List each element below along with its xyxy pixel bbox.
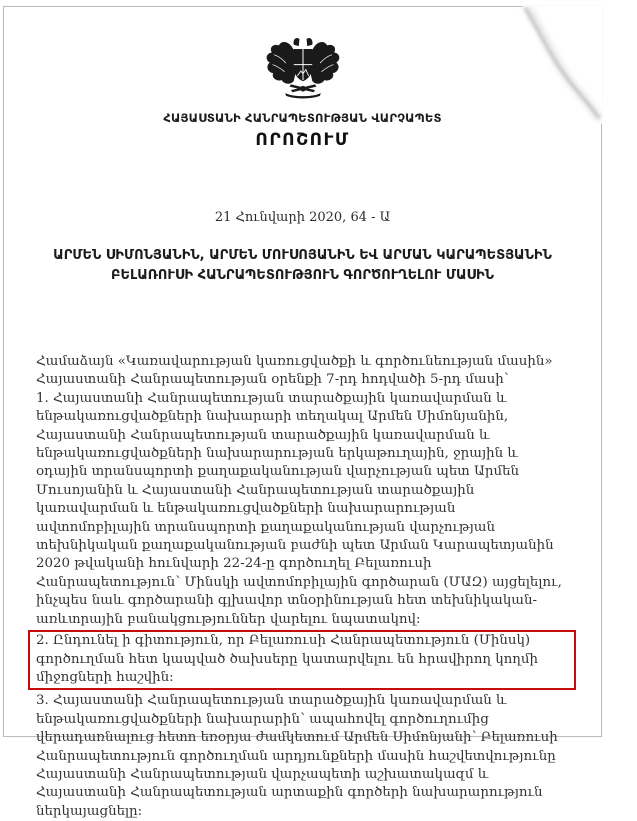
paragraph-legal-basis: Համաձայն «Կառավարության կառուցվածքի և գործունեության մասին» Հայաստանի Հանրապետության օրենքի 7-րդ հոդվածի 5-րդ մասի՝ xyxy=(36,354,553,388)
emblem-container xyxy=(4,28,601,104)
decree-point-3: 3. Հայաստանի Հանրապետության տարածքային կառավարման և ենթակառուցվածքների նախարարին՝ ապահովել գործուղումից վերադառնալուց հետո եռօրյա ժամկետում Արմեն Սիմոնյանի՝ Բելառուսի Հանրապետություն գործուղման արդյունքների մասին հաշվետվությունը Հայաստանի Հանրապետության վարչապետի աշխատակազմ և Հայաստանի Հանրապետության արտաքին գործերի նախարարություն ներկայացնելը: xyxy=(36,693,558,819)
red-highlight-box xyxy=(28,630,576,690)
document-page xyxy=(3,6,602,819)
decree-point-1: 1. Հայաստանի Հանրապետության տարածքային կառավարման և ենթակառուցվածքների նախարարի տեղակալ Արմեն Սիմոնյանին, Հայաստանի Հանրապետության տարածքային կառավարման և ենթակառուցվածքների նախարարության երկաթուղային, ջրային և օդային տրանսպորտի քաղաքականության վարչության պետ Արմեն Մուսոյանին և Հայաստանի Հանրապետության տարածքային կառավարման և ենթակառուցվածքների նախարարության ավտոմոբիլային տրանսպորտի քաղաքականության վարչության տեխնիկական քաղաքականության բաժնի պետ Արման Կարապետյանին 2020 թվականի հունվարի 22-24-ը գործուղել Բելառուսի Հանրապետություն՝ Մինսկի ավտոմոբիլային գործարան (ՄԱԶ) այցելելու, ինչպես նաև գործարանի գլխավոր տնօրինության հետ տեխնիկական-առևտրային բանակցություններ վարելու նպատակով: xyxy=(36,390,562,627)
document-title-line-2: ԲԵԼԱՌՈՒՍԻ ՀԱՆՐԱՊԵՏՈՒԹՅՈՒՆ ԳՈՐԾՈՒՂԵԼՈՒ ՄԱՍԻՆ xyxy=(111,267,494,283)
document-title-line-1: ԱՐՄԵՆ ՍԻՄՈՆՅԱՆԻՆ, ԱՐՄԵՆ ՄՈՒՍՈՅԱՆԻՆ ԵՎ ԱՐՄԱՆ ԿԱՐԱՊԵՏՅԱՆԻՆ xyxy=(53,248,552,263)
document-type-heading: ՈՐՈՇՈՒՄ xyxy=(255,130,350,150)
decree-point-2: 2. Ընդունել ի գիտություն, որ Բելառուսի Հանրապետություն (Մինսկ) գործուղման հետ կապված ծախսերը կատարվելու են հրավիրող կողմի միջոցների հաշվին: xyxy=(36,633,538,685)
issuer-heading: ՀԱՅԱՍՏԱՆԻ ՀԱՆՐԱՊԵՏՈՒԹՅԱՆ ՎԱՐՉԱՊԵՏ xyxy=(163,111,442,125)
document-title xyxy=(4,246,601,285)
document-body xyxy=(36,353,569,821)
armenia-coat-of-arms-icon xyxy=(264,28,342,104)
date-reference-line: 21 Հունվարի 2020, 64 - Ա xyxy=(214,210,391,225)
